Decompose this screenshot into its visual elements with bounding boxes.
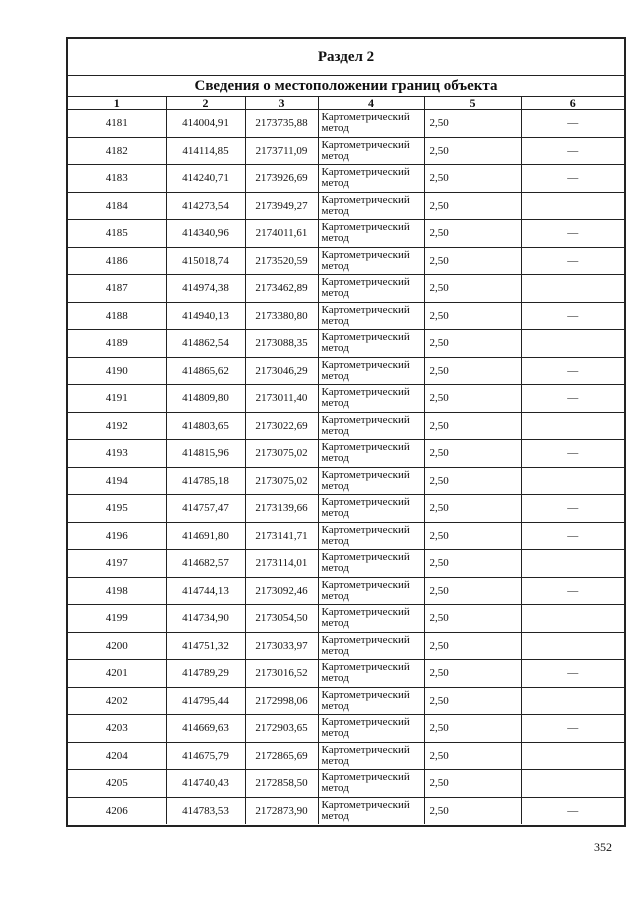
point-number-cell: 4202 xyxy=(68,687,166,715)
point-number-cell: 4181 xyxy=(68,110,166,138)
note-cell: — xyxy=(521,220,624,248)
note-cell: — xyxy=(521,302,624,330)
point-number-cell: 4192 xyxy=(68,412,166,440)
note-cell xyxy=(521,275,624,303)
x-coordinate-cell: 414940,13 xyxy=(166,302,245,330)
boundary-table xyxy=(68,97,624,824)
accuracy-cell: 2,50 xyxy=(424,605,521,633)
method-cell: Картометрический метод xyxy=(318,577,424,605)
x-coordinate-cell: 414789,29 xyxy=(166,660,245,688)
accuracy-cell: 2,50 xyxy=(424,220,521,248)
y-coordinate-cell: 2173022,69 xyxy=(245,412,318,440)
x-coordinate-cell: 414974,38 xyxy=(166,275,245,303)
note-cell xyxy=(521,467,624,495)
point-number-cell: 4183 xyxy=(68,165,166,193)
accuracy-cell: 2,50 xyxy=(424,577,521,605)
table-row xyxy=(68,192,624,220)
column-number-row xyxy=(68,97,624,110)
document-frame xyxy=(66,37,626,827)
accuracy-cell: 2,50 xyxy=(424,660,521,688)
table-row xyxy=(68,467,624,495)
table-row xyxy=(68,605,624,633)
method-cell: Картометрический метод xyxy=(318,220,424,248)
method-cell: Картометрический метод xyxy=(318,137,424,165)
point-number-cell: 4193 xyxy=(68,440,166,468)
accuracy-cell: 2,50 xyxy=(424,467,521,495)
accuracy-cell: 2,50 xyxy=(424,412,521,440)
note-cell xyxy=(521,550,624,578)
accuracy-cell: 2,50 xyxy=(424,495,521,523)
point-number-cell: 4206 xyxy=(68,797,166,824)
y-coordinate-cell: 2174011,61 xyxy=(245,220,318,248)
point-number-cell: 4197 xyxy=(68,550,166,578)
accuracy-cell: 2,50 xyxy=(424,632,521,660)
note-cell: — xyxy=(521,495,624,523)
accuracy-cell: 2,50 xyxy=(424,110,521,138)
table-row xyxy=(68,495,624,523)
y-coordinate-cell: 2172858,50 xyxy=(245,770,318,798)
y-coordinate-cell: 2173462,89 xyxy=(245,275,318,303)
method-cell: Картометрический метод xyxy=(318,770,424,798)
y-coordinate-cell: 2173075,02 xyxy=(245,467,318,495)
point-number-cell: 4190 xyxy=(68,357,166,385)
x-coordinate-cell: 414004,91 xyxy=(166,110,245,138)
note-cell: — xyxy=(521,440,624,468)
accuracy-cell: 2,50 xyxy=(424,357,521,385)
point-number-cell: 4201 xyxy=(68,660,166,688)
accuracy-cell: 2,50 xyxy=(424,522,521,550)
point-number-cell: 4200 xyxy=(68,632,166,660)
x-coordinate-cell: 414114,85 xyxy=(166,137,245,165)
table-row xyxy=(68,302,624,330)
column-header: 4 xyxy=(318,97,424,110)
method-cell: Картометрический метод xyxy=(318,550,424,578)
point-number-cell: 4186 xyxy=(68,247,166,275)
point-number-cell: 4203 xyxy=(68,715,166,743)
x-coordinate-cell: 414691,80 xyxy=(166,522,245,550)
x-coordinate-cell: 414783,53 xyxy=(166,797,245,824)
table-row xyxy=(68,165,624,193)
accuracy-cell: 2,50 xyxy=(424,165,521,193)
accuracy-cell: 2,50 xyxy=(424,385,521,413)
y-coordinate-cell: 2173016,52 xyxy=(245,660,318,688)
x-coordinate-cell: 414785,18 xyxy=(166,467,245,495)
method-cell: Картометрический метод xyxy=(318,742,424,770)
note-cell: — xyxy=(521,137,624,165)
note-cell xyxy=(521,687,624,715)
table-row xyxy=(68,577,624,605)
method-cell: Картометрический метод xyxy=(318,632,424,660)
method-cell: Картометрический метод xyxy=(318,797,424,824)
method-cell: Картометрический метод xyxy=(318,440,424,468)
y-coordinate-cell: 2173033,97 xyxy=(245,632,318,660)
point-number-cell: 4188 xyxy=(68,302,166,330)
method-cell: Картометрический метод xyxy=(318,467,424,495)
x-coordinate-cell: 414815,96 xyxy=(166,440,245,468)
note-cell: — xyxy=(521,165,624,193)
table-row xyxy=(68,522,624,550)
y-coordinate-cell: 2173092,46 xyxy=(245,577,318,605)
column-header: 2 xyxy=(166,97,245,110)
method-cell: Картометрический метод xyxy=(318,247,424,275)
y-coordinate-cell: 2173380,80 xyxy=(245,302,318,330)
method-cell: Картометрический метод xyxy=(318,715,424,743)
note-cell: — xyxy=(521,522,624,550)
x-coordinate-cell: 414862,54 xyxy=(166,330,245,358)
y-coordinate-cell: 2172873,90 xyxy=(245,797,318,824)
column-header: 5 xyxy=(424,97,521,110)
note-cell: — xyxy=(521,660,624,688)
x-coordinate-cell: 414682,57 xyxy=(166,550,245,578)
method-cell: Картометрический метод xyxy=(318,605,424,633)
note-cell xyxy=(521,605,624,633)
x-coordinate-cell: 414795,44 xyxy=(166,687,245,715)
x-coordinate-cell: 414744,13 xyxy=(166,577,245,605)
point-number-cell: 4182 xyxy=(68,137,166,165)
page-number: 352 xyxy=(594,840,612,854)
point-number-cell: 4187 xyxy=(68,275,166,303)
point-number-cell: 4184 xyxy=(68,192,166,220)
table-row xyxy=(68,385,624,413)
table-row xyxy=(68,797,624,824)
note-cell xyxy=(521,330,624,358)
table-row xyxy=(68,137,624,165)
column-header: 3 xyxy=(245,97,318,110)
y-coordinate-cell: 2173054,50 xyxy=(245,605,318,633)
y-coordinate-cell: 2173735,88 xyxy=(245,110,318,138)
x-coordinate-cell: 414273,54 xyxy=(166,192,245,220)
y-coordinate-cell: 2172903,65 xyxy=(245,715,318,743)
x-coordinate-cell: 414751,32 xyxy=(166,632,245,660)
method-cell: Картометрический метод xyxy=(318,357,424,385)
table-row xyxy=(68,357,624,385)
method-cell: Картометрический метод xyxy=(318,110,424,138)
note-cell: — xyxy=(521,357,624,385)
method-cell: Картометрический метод xyxy=(318,192,424,220)
y-coordinate-cell: 2173949,27 xyxy=(245,192,318,220)
table-row xyxy=(68,660,624,688)
table-row xyxy=(68,550,624,578)
accuracy-cell: 2,50 xyxy=(424,330,521,358)
point-number-cell: 4198 xyxy=(68,577,166,605)
accuracy-cell: 2,50 xyxy=(424,770,521,798)
method-cell: Картометрический метод xyxy=(318,165,424,193)
table-row xyxy=(68,275,624,303)
y-coordinate-cell: 2172865,69 xyxy=(245,742,318,770)
table-row xyxy=(68,715,624,743)
note-cell xyxy=(521,192,624,220)
x-coordinate-cell: 414865,62 xyxy=(166,357,245,385)
method-cell: Картометрический метод xyxy=(318,660,424,688)
accuracy-cell: 2,50 xyxy=(424,797,521,824)
point-number-cell: 4195 xyxy=(68,495,166,523)
note-cell xyxy=(521,632,624,660)
y-coordinate-cell: 2173139,66 xyxy=(245,495,318,523)
y-coordinate-cell: 2173520,59 xyxy=(245,247,318,275)
table-row xyxy=(68,330,624,358)
x-coordinate-cell: 414740,43 xyxy=(166,770,245,798)
point-number-cell: 4191 xyxy=(68,385,166,413)
method-cell: Картометрический метод xyxy=(318,275,424,303)
accuracy-cell: 2,50 xyxy=(424,440,521,468)
accuracy-cell: 2,50 xyxy=(424,550,521,578)
y-coordinate-cell: 2173088,35 xyxy=(245,330,318,358)
accuracy-cell: 2,50 xyxy=(424,137,521,165)
x-coordinate-cell: 414757,47 xyxy=(166,495,245,523)
x-coordinate-cell: 414675,79 xyxy=(166,742,245,770)
note-cell xyxy=(521,770,624,798)
table-body xyxy=(68,110,624,825)
table-row xyxy=(68,687,624,715)
accuracy-cell: 2,50 xyxy=(424,715,521,743)
accuracy-cell: 2,50 xyxy=(424,742,521,770)
accuracy-cell: 2,50 xyxy=(424,247,521,275)
x-coordinate-cell: 414669,63 xyxy=(166,715,245,743)
y-coordinate-cell: 2173075,02 xyxy=(245,440,318,468)
x-coordinate-cell: 414734,90 xyxy=(166,605,245,633)
point-number-cell: 4204 xyxy=(68,742,166,770)
y-coordinate-cell: 2173926,69 xyxy=(245,165,318,193)
section-subtitle: Сведения о местоположении границ объекта xyxy=(68,76,624,97)
note-cell: — xyxy=(567,804,579,817)
method-cell: Картометрический метод xyxy=(318,412,424,440)
table-row xyxy=(68,742,624,770)
table-row xyxy=(68,412,624,440)
table-row xyxy=(68,110,624,138)
method-cell: Картометрический метод xyxy=(318,522,424,550)
point-number-cell: 4185 xyxy=(68,220,166,248)
table-row xyxy=(68,632,624,660)
y-coordinate-cell: 2173114,01 xyxy=(245,550,318,578)
note-cell: — xyxy=(521,577,624,605)
point-number-cell: 4205 xyxy=(68,770,166,798)
y-coordinate-cell: 2173011,40 xyxy=(245,385,318,413)
note-cell: — xyxy=(521,247,624,275)
point-number-cell: 4189 xyxy=(68,330,166,358)
note-cell: — xyxy=(521,385,624,413)
accuracy-cell: 2,50 xyxy=(424,192,521,220)
note-cell xyxy=(521,742,624,770)
table-row xyxy=(68,770,624,798)
method-cell: Картометрический метод xyxy=(318,385,424,413)
table-row xyxy=(68,440,624,468)
table-row xyxy=(68,220,624,248)
y-coordinate-cell: 2172998,06 xyxy=(245,687,318,715)
x-coordinate-cell: 414803,65 xyxy=(166,412,245,440)
method-cell: Картометрический метод xyxy=(318,302,424,330)
point-number-cell: 4199 xyxy=(68,605,166,633)
x-coordinate-cell: 414340,96 xyxy=(166,220,245,248)
table-row xyxy=(68,247,624,275)
section-title: Раздел 2 xyxy=(68,39,624,76)
column-header: 1 xyxy=(68,97,166,110)
x-coordinate-cell: 414240,71 xyxy=(166,165,245,193)
accuracy-cell: 2,50 xyxy=(424,687,521,715)
note-cell: — xyxy=(521,715,624,743)
y-coordinate-cell: 2173046,29 xyxy=(245,357,318,385)
point-number-cell: 4196 xyxy=(68,522,166,550)
y-coordinate-cell: 2173711,09 xyxy=(245,137,318,165)
method-cell: Картометрический метод xyxy=(318,330,424,358)
note-cell: — xyxy=(521,110,624,138)
y-coordinate-cell: 2173141,71 xyxy=(245,522,318,550)
method-cell: Картометрический метод xyxy=(318,687,424,715)
method-cell: Картометрический метод xyxy=(318,495,424,523)
accuracy-cell: 2,50 xyxy=(424,275,521,303)
note-cell xyxy=(521,412,624,440)
x-coordinate-cell: 415018,74 xyxy=(166,247,245,275)
x-coordinate-cell: 414809,80 xyxy=(166,385,245,413)
column-header: 6 xyxy=(521,97,624,110)
point-number-cell: 4194 xyxy=(68,467,166,495)
accuracy-cell: 2,50 xyxy=(424,302,521,330)
